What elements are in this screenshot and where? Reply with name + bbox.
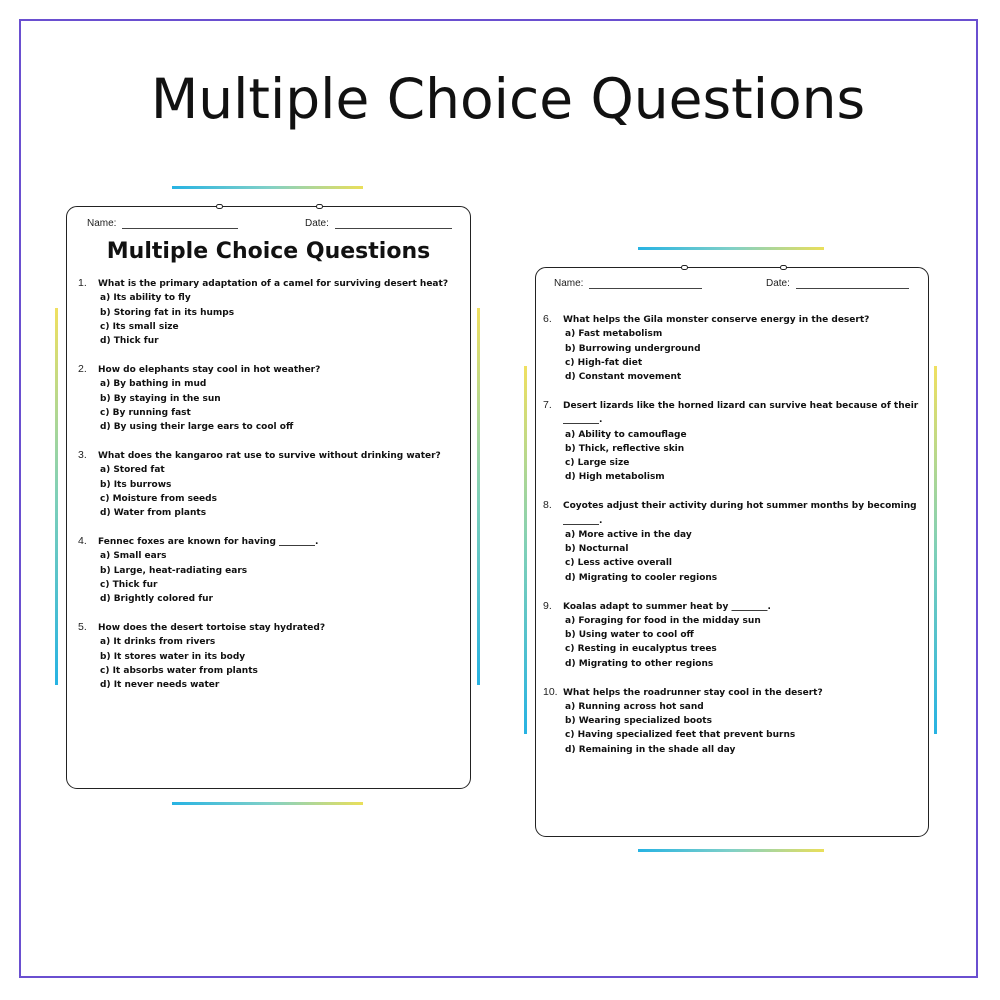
answer-option[interactable]: b) Burrowing underground — [565, 343, 701, 354]
answer-option[interactable]: b) Thick, reflective skin — [565, 443, 685, 454]
question-item — [543, 313, 925, 384]
date-label: Date: — [305, 218, 329, 229]
answer-option[interactable]: c) Resting in eucalyptus trees — [565, 644, 717, 655]
question-text: Coyotes adjust their activity during hot summer months by becoming ________. — [563, 501, 917, 526]
answer-option[interactable]: a) By bathing in mud — [100, 379, 207, 390]
decor-line-left-inner — [477, 308, 480, 685]
answer-option[interactable]: c) Its small size — [100, 321, 179, 332]
answer-option[interactable]: a) More active in the day — [565, 529, 692, 540]
worksheet-title: Multiple Choice Questions — [106, 239, 431, 264]
question-number: 4. — [78, 534, 87, 547]
answer-option[interactable]: d) Water from plants — [100, 508, 207, 519]
decor-line-right-inner — [524, 366, 527, 734]
answer-option[interactable]: d) Constant movement — [565, 372, 682, 383]
answer-option[interactable]: d) Remaining in the shade all day — [565, 744, 736, 755]
decor-line-top-right — [638, 247, 824, 250]
answer-option[interactable]: b) Storing fat in its humps — [100, 307, 235, 318]
answer-option[interactable]: c) Moisture from seeds — [100, 493, 217, 504]
question-text: Fennec foxes are known for having ________. — [98, 536, 319, 547]
answer-option[interactable]: c) Less active overall — [565, 558, 673, 569]
binder-clip-icon — [681, 265, 688, 270]
decor-line-bottom-right — [638, 849, 824, 852]
name-field[interactable] — [554, 278, 702, 289]
answer-option[interactable]: a) Foraging for food in the midday sun — [565, 615, 761, 626]
answer-option[interactable]: b) Nocturnal — [565, 544, 629, 555]
date-label: Date: — [766, 278, 790, 289]
answer-option[interactable]: c) High-fat diet — [565, 357, 643, 368]
answer-option[interactable]: d) High metabolism — [565, 472, 665, 483]
name-label: Name: — [87, 218, 117, 229]
question-number: 7. — [543, 398, 552, 411]
question-item — [78, 620, 468, 692]
question-text: What is the primary adaptation of a camel for surviving desert heat? — [98, 279, 449, 289]
question-number: 6. — [543, 313, 552, 325]
question-item — [543, 499, 925, 585]
question-text: What helps the Gila monster conserve energy in the desert? — [563, 315, 870, 325]
answer-option[interactable]: a) Fast metabolism — [565, 329, 663, 340]
answer-option[interactable]: c) Thick fur — [100, 579, 158, 590]
answer-option[interactable]: b) Using water to cool off — [565, 630, 694, 641]
answer-option[interactable]: b) It stores water in its body — [100, 651, 246, 662]
name-label: Name: — [554, 278, 584, 289]
question-item — [543, 685, 925, 757]
answer-option[interactable]: a) Its ability to fly — [100, 293, 191, 304]
answer-option[interactable]: a) Small ears — [100, 551, 167, 562]
answer-option[interactable]: c) By running fast — [100, 407, 191, 418]
question-text: Desert lizards like the horned lizard can survive heat because of their ________. — [563, 400, 919, 426]
question-number: 10. — [543, 685, 558, 698]
question-text: Koalas adapt to summer heat by ________. — [563, 601, 771, 612]
question-item — [78, 362, 468, 434]
answer-option[interactable]: c) It absorbs water from plants — [100, 665, 258, 676]
answer-option[interactable]: d) It never needs water — [100, 680, 220, 691]
question-number: 3. — [78, 448, 87, 461]
answer-option[interactable]: b) Large, heat-radiating ears — [100, 565, 248, 576]
answer-option[interactable]: d) Thick fur — [100, 336, 159, 347]
name-field[interactable] — [87, 218, 238, 229]
question-text: What helps the roadrunner stay cool in the desert? — [563, 687, 823, 698]
answer-option[interactable]: a) It drinks from rivers — [100, 637, 216, 648]
question-list — [543, 313, 925, 772]
worksheet-page-2 — [535, 267, 929, 837]
question-number: 8. — [543, 499, 552, 512]
question-number: 9. — [543, 599, 552, 612]
binder-clip-icon — [780, 265, 787, 270]
binder-clip-icon — [216, 204, 223, 209]
question-item — [78, 277, 468, 348]
page-title: Multiple Choice Questions — [150, 67, 866, 131]
question-text: What does the kangaroo rat use to survive without drinking water? — [98, 450, 441, 461]
date-field[interactable] — [766, 278, 909, 289]
question-text: How does the desert tortoise stay hydrated? — [98, 622, 326, 633]
decor-line-left-outer — [55, 308, 58, 685]
answer-option[interactable]: b) Wearing specialized boots — [565, 716, 712, 727]
decor-line-top-left — [172, 186, 363, 189]
date-field[interactable] — [305, 218, 452, 229]
question-number: 5. — [78, 620, 87, 633]
question-number: 2. — [78, 362, 87, 375]
worksheet-page-1 — [66, 206, 471, 789]
question-item — [78, 448, 468, 520]
decor-line-right-outer — [934, 366, 937, 734]
answer-option[interactable]: d) Brightly colored fur — [100, 594, 213, 605]
answer-option[interactable]: b) Its burrows — [100, 479, 172, 490]
answer-option[interactable]: a) Stored fat — [100, 465, 165, 476]
answer-option[interactable]: a) Running across hot sand — [565, 701, 704, 712]
answer-option[interactable]: d) Migrating to cooler regions — [565, 572, 718, 583]
question-item — [543, 599, 925, 671]
answer-option[interactable]: d) By using their large ears to cool off — [100, 422, 294, 433]
question-item — [543, 398, 925, 485]
answer-option[interactable]: a) Ability to camouflage — [565, 429, 687, 440]
question-number: 1. — [78, 277, 87, 289]
answer-option[interactable]: b) By staying in the sun — [100, 393, 221, 404]
answer-option[interactable]: d) Migrating to other regions — [565, 658, 714, 669]
question-item — [78, 534, 468, 606]
binder-clip-icon — [316, 204, 323, 209]
decor-line-bottom-left — [172, 802, 363, 805]
answer-option[interactable]: c) Having specialized feet that prevent burns — [565, 730, 796, 741]
answer-option[interactable]: c) Large size — [565, 458, 630, 469]
question-text: How do elephants stay cool in hot weather? — [98, 364, 321, 375]
question-list — [78, 277, 468, 707]
